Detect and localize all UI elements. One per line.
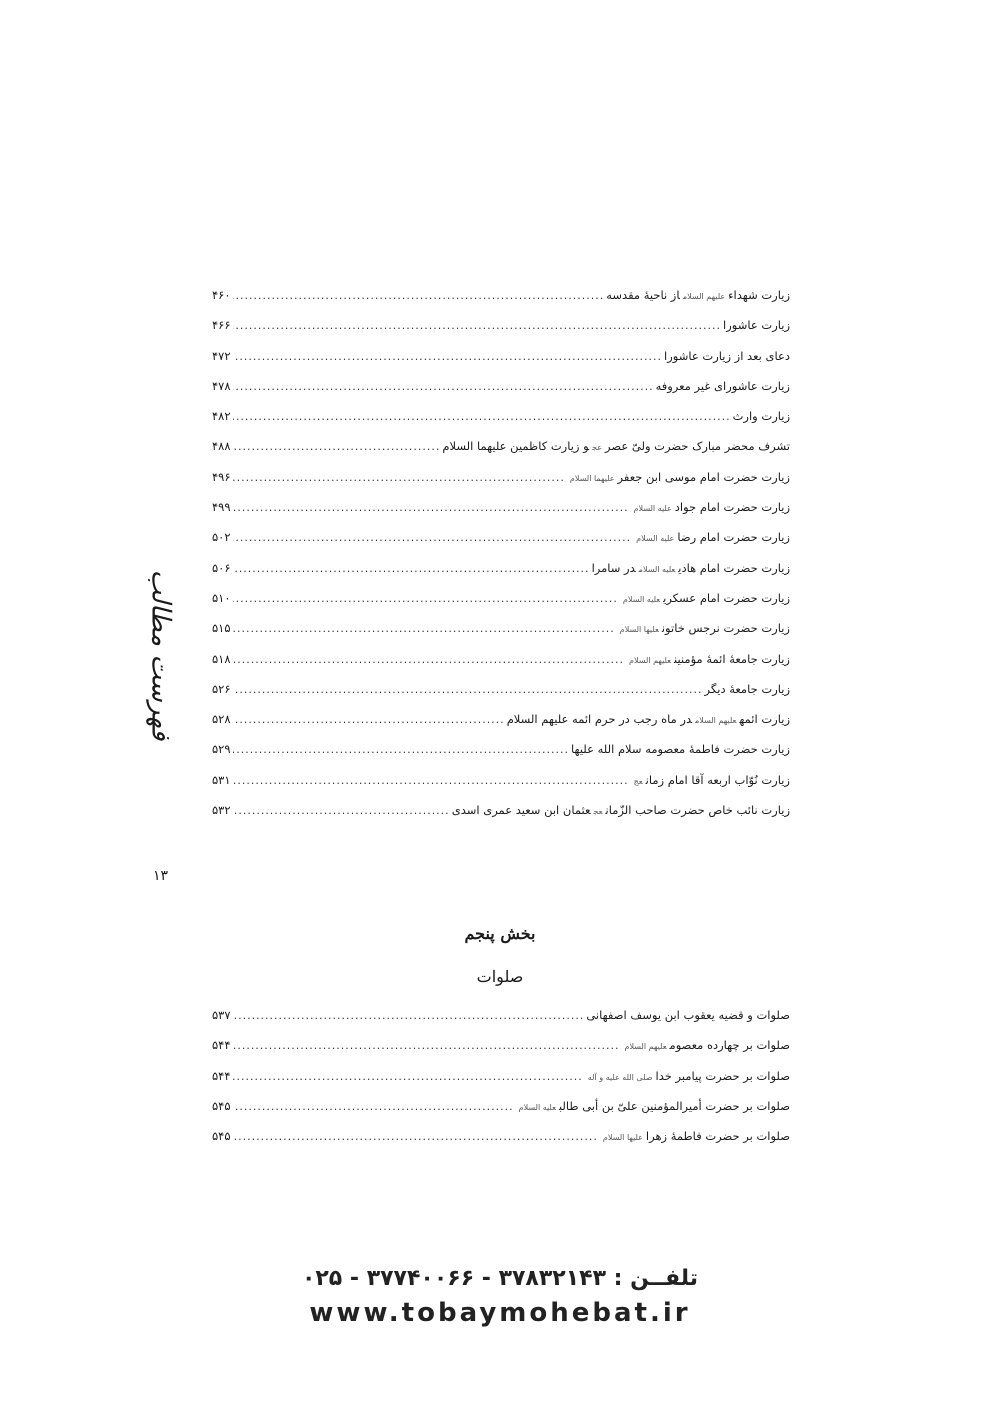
toc-entry-title (631, 500, 790, 514)
toc-entry-title (516, 1099, 790, 1113)
toc-title-text: صلوات بر حضرت پیامبر خدا (655, 1068, 790, 1083)
toc-page-number: ۵۴۴ (212, 1068, 231, 1083)
toc-entry-title (617, 621, 790, 635)
toc-entry (212, 318, 790, 348)
phone-label: تلفــن : (613, 1266, 699, 1291)
toc-page-number: ۵۳۲ (212, 803, 231, 818)
toc-entry-title (631, 773, 790, 787)
honorific-glyph-icon: علیهما السلام (569, 473, 615, 483)
dot-leader (233, 319, 721, 332)
toc-title-text: صلوات و قضیه یعقوب ابن یوسف اصفهانی (586, 1008, 790, 1022)
toc-entry-title (705, 682, 790, 696)
toc-page-number: ۴۸۲ (212, 409, 231, 424)
dot-leader (233, 804, 450, 817)
toc-entry-title (452, 803, 790, 817)
honorific-glyph-icon: علیه السلام (633, 504, 672, 514)
toc-entry-title (507, 712, 790, 726)
honorific-glyph-icon: عج (592, 443, 603, 453)
toc-page-number: ۵۱۸ (212, 651, 231, 666)
honorific-glyph-icon: علیهم السلام (695, 716, 737, 726)
honorific-glyph-icon: علیها السلام (602, 1133, 643, 1143)
honorific-glyph-icon: علیه السلام (638, 564, 676, 574)
dot-leader (233, 440, 441, 453)
toc-entry (212, 530, 790, 560)
toc-entry (212, 1129, 790, 1159)
toc-entry (212, 439, 790, 469)
toc-title-text: زیارت حضرت امام عسکری (663, 590, 790, 605)
toc-entry (212, 409, 790, 439)
toc-page-number: ۵۲۸ (212, 712, 231, 727)
dot-leader (233, 410, 731, 423)
toc-title-text: تشرف محضر مبارک حضرت ولیّ عصر (605, 439, 790, 454)
toc-title-text: دعای بعد از زیارت عاشورا (664, 348, 790, 363)
toc-entry (212, 470, 790, 500)
honorific-glyph-icon: علیهم السلام (629, 655, 672, 665)
toc-title-continuation: و زیارت کاظمین علیهما السلام (442, 439, 590, 454)
toc-page-number: ۵۴۴ (212, 1038, 231, 1053)
honorific-glyph-icon: عج (633, 776, 643, 786)
toc-title-text: صلوات بر حضرت أمیرالمؤمنین علیّ بن أبی طالب (558, 1098, 790, 1113)
phone-numbers: ۳۷۸۳۲۱۴۳ - ۳۷۷۴۰۰۶۶ - ۰۲۵ (301, 1266, 606, 1291)
footer-phone (0, 1266, 1000, 1291)
dot-leader (233, 531, 632, 544)
side-section-label (120, 569, 200, 741)
toc-page-number: ۵۰۶ (212, 560, 231, 575)
honorific-glyph-icon: علیه السلام (518, 1102, 556, 1112)
honorific-glyph-icon: علیهم السلام (682, 292, 726, 301)
honorific-glyph-icon: علیه السلام (636, 534, 675, 544)
dot-leader (233, 380, 654, 393)
toc-entry-title (567, 470, 790, 484)
toc-title-text: زیارت شهداء (728, 288, 790, 302)
toc-entry (212, 712, 790, 742)
toc-entry (212, 1008, 790, 1038)
toc-entry-title (626, 652, 790, 666)
toc-entry-title (585, 1069, 790, 1083)
dot-leader (233, 622, 615, 635)
toc-entry (212, 652, 790, 682)
toc-entry-title (592, 561, 790, 575)
honorific-glyph-icon: صلی الله علیه و آله (587, 1072, 653, 1082)
toc-entry (212, 561, 790, 591)
dot-leader (233, 501, 629, 514)
section-part-heading: بخش پنجم (464, 924, 536, 943)
table-of-contents-part-b (212, 1008, 790, 1159)
dot-leader (233, 471, 565, 484)
toc-title-text: زیارت جامعهٔ ائمهٔ مؤمنین (674, 651, 790, 666)
dot-leader (233, 289, 605, 302)
toc-entry-title (656, 379, 790, 393)
toc-page-number: ۵۴۵ (212, 1098, 231, 1113)
toc-entry-title (606, 288, 790, 302)
toc-title-text: زیارت حضرت امام موسی ابن جعفر (617, 469, 790, 484)
toc-title-text: زیارت حضرت امام هادی (678, 560, 790, 575)
toc-entry-title (723, 318, 790, 332)
toc-page-number: ۵۱۰ (212, 590, 231, 605)
section-name-heading: صلوات (476, 967, 524, 986)
toc-title-text: زیارت نائب خاص حضرت صاحب الزّمان (605, 803, 790, 818)
toc-title-text: زیارت حضرت امام جواد (674, 500, 790, 515)
dot-leader (233, 1039, 620, 1052)
toc-page-number: ۴۸۸ (212, 439, 231, 454)
toc-entry-title (733, 409, 790, 423)
toc-entry (212, 682, 790, 712)
toc-entry-title (586, 1008, 790, 1022)
toc-entry-title (571, 742, 790, 756)
page-number: ۱۳ (153, 868, 169, 884)
toc-entry-title (622, 1038, 790, 1052)
dot-leader (233, 774, 629, 787)
toc-title-text: زیارت حضرت امام رضا (677, 530, 790, 545)
toc-title-text: صلوات بر حضرت فاطمهٔ زهرا (645, 1129, 790, 1144)
toc-page-number: ۴۷۲ (212, 348, 231, 363)
dot-leader (233, 1130, 598, 1143)
toc-title-text: زیارت جامعهٔ دیگر (704, 681, 790, 696)
toc-entry (212, 379, 790, 409)
toc-entry (212, 1099, 790, 1129)
toc-entry-title (442, 439, 790, 453)
toc-entry (212, 773, 790, 803)
dot-leader (233, 1100, 514, 1113)
toc-entry (212, 288, 790, 318)
toc-entry (212, 803, 790, 833)
dot-leader (233, 683, 703, 696)
dot-leader (233, 1009, 585, 1022)
dot-leader (233, 592, 618, 605)
toc-title-continuation: عثمان ابن سعید عمری اسدی (451, 803, 591, 818)
dot-leader (233, 562, 590, 575)
toc-title-continuation: در ماه رجب در حرم ائمه علیهم السلام (506, 712, 693, 727)
toc-page-number: ۴۶۰ (212, 288, 231, 302)
dot-leader (233, 713, 505, 726)
honorific-glyph-icon: علیه السلام (622, 594, 661, 604)
toc-entry-title (620, 591, 790, 605)
dot-leader (233, 350, 662, 363)
dot-leader (233, 1070, 583, 1083)
toc-title-continuation: از ناحیهٔ مقدسه (606, 288, 680, 302)
toc-page-number: ۵۰۲ (212, 530, 231, 545)
table-of-contents-part-a (212, 288, 790, 833)
honorific-glyph-icon: علیهم السلام (624, 1042, 667, 1052)
toc-entry-title (664, 349, 790, 363)
toc-entry-title (633, 530, 790, 544)
toc-entry (212, 742, 790, 772)
toc-page-number: ۴۷۸ (212, 378, 231, 393)
toc-entry (212, 621, 790, 651)
toc-page-number: ۵۲۶ (212, 681, 231, 696)
toc-page-number: ۵۳۱ (212, 772, 231, 787)
toc-title-text: زیارت حضرت نرجس خاتون (661, 621, 790, 636)
footer-website: www.tobaymohebat.ir (309, 1298, 691, 1328)
toc-title-text: زیارت عاشورا (723, 318, 790, 333)
toc-title-text: زیارت حضرت فاطمهٔ معصومه سلام الله علیها (571, 742, 790, 757)
toc-title-text: زیارت وارث (732, 409, 790, 424)
toc-title-text: زیارت ائمه (739, 712, 790, 727)
toc-page-number: ۵۳۷ (212, 1008, 231, 1022)
dot-leader (233, 743, 569, 756)
toc-entry (212, 349, 790, 379)
toc-entry (212, 1038, 790, 1068)
toc-page-number: ۵۴۵ (212, 1129, 231, 1144)
toc-entry-title (600, 1129, 790, 1143)
toc-title-text: صلوات بر چهارده معصوم (669, 1038, 790, 1053)
dot-leader (233, 653, 624, 666)
side-label-text: فهرست مطالب (145, 569, 175, 741)
honorific-glyph-icon: علیها السلام (619, 625, 659, 635)
toc-entry (212, 500, 790, 530)
toc-entry (212, 1069, 790, 1099)
toc-title-text: زیارت نُوّاب اربعه آقا امام زمان (645, 772, 790, 787)
honorific-glyph-icon: عج (593, 807, 603, 817)
toc-title-text: زیارت عاشورای غیر معروفه (655, 378, 790, 393)
toc-page-number: ۵۲۹ (212, 742, 231, 757)
toc-entry (212, 591, 790, 621)
toc-page-number: ۴۹۶ (212, 469, 231, 484)
toc-title-continuation: در سامرا (591, 560, 636, 575)
toc-page-number: ۴۹۹ (212, 500, 231, 515)
toc-page-number: ۵۱۵ (212, 621, 231, 636)
toc-page-number: ۴۶۶ (212, 318, 231, 333)
